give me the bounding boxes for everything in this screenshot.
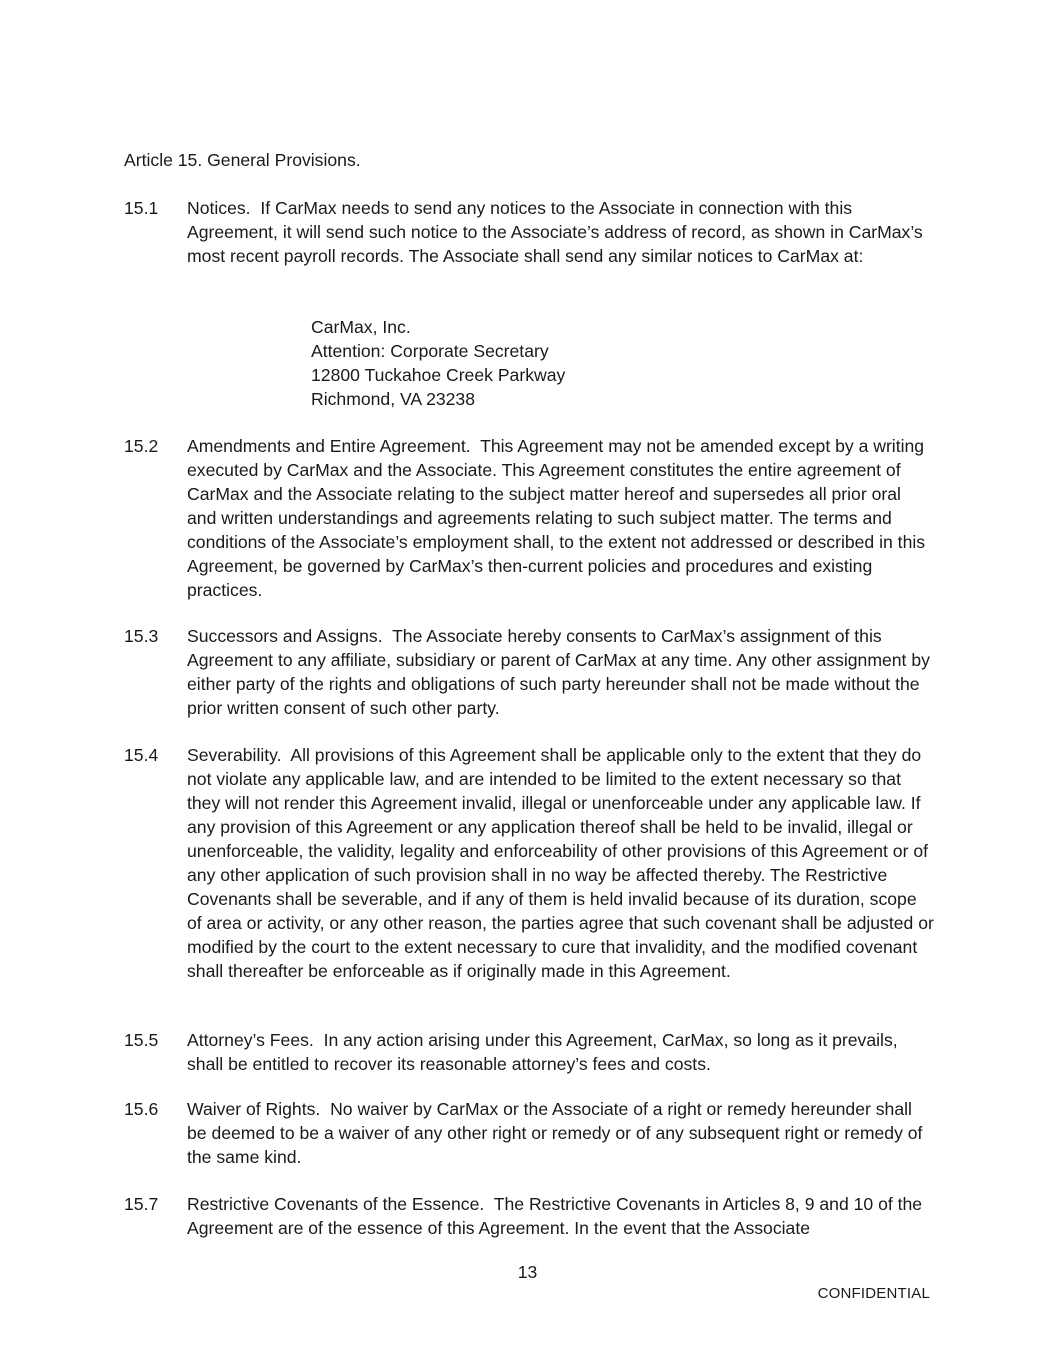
address-line: Attention: Corporate Secretary xyxy=(311,341,549,361)
section-number: 15.3 xyxy=(124,626,159,646)
section-heading: Severability. xyxy=(187,745,282,765)
section-15-1 xyxy=(124,196,934,268)
section-text: The Restrictive Covenants in Articles 8, 9 and 10 of the Agreement are of the essence of this Agreement. In the event that the Associate xyxy=(187,1194,923,1238)
section-body xyxy=(187,1028,934,1076)
section-heading: Waiver of Rights. xyxy=(187,1099,321,1119)
section-text: The Associate hereby consents to CarMax’s assignment of this Agreement to any affiliate, subsidiary or parent of CarMax at any time. Any other assignment by either party of the rights and obligations of such party hereunder shall not be made without the prior written consent of such other party. xyxy=(187,626,930,718)
section-text: This Agreement may not be amended except by a writing executed by CarMax and the Associate. This Agreement constitutes the entire agreement of CarMax and the Associate relating to the subject matter hereof and supersedes all prior oral and written understandings and agreements relating to such subject matter. The terms and conditions of the Associate’s employment shall, to the extent not addressed or described in this Agreement, be governed by CarMax’s then-current policies and procedures and existing practices. xyxy=(187,436,926,600)
section-number: 15.7 xyxy=(124,1194,159,1214)
section-15-7 xyxy=(124,1192,934,1240)
section-body xyxy=(187,1192,934,1240)
section-number: 15.2 xyxy=(124,436,159,456)
section-text: If CarMax needs to send any notices to the Associate in connection with this Agreement, it will send such notice to the Associate’s address of record, as shown in CarMax’s most recent payroll records. The Associate shall send any similar notices to CarMax at: xyxy=(187,198,923,266)
page-number: 13 xyxy=(517,1262,538,1282)
section-body xyxy=(187,743,934,983)
section-15-4 xyxy=(124,743,934,983)
section-text: All provisions of this Agreement shall be applicable only to the extent that they do not violate any applicable law, and are intended to be limited to the extent necessary so that they will not render this Agreement invalid, illegal or unenforceable under any applicable law. If any provision of this Agreement or any application thereof shall be held to be invalid, illegal or unenforceable, the validity, legality and enforceability of other provisions of this Agreement or of any other application of such provision shall in no way be affected thereby. The Restrictive Covenants shall be severable, and if any of them is held invalid because of its duration, scope of area or activity, or any other reason, the parties agree that such covenant shall be adjusted or modified by the court to the extent necessary to cure that invalidity, and the modified covenant shall thereafter be enforceable as if originally made in this Agreement. xyxy=(187,745,934,981)
section-15-6 xyxy=(124,1097,934,1169)
address-line: CarMax, Inc. xyxy=(311,317,411,337)
section-body xyxy=(187,1097,934,1169)
section-number: 15.6 xyxy=(124,1099,159,1119)
section-text: In any action arising under this Agreement, CarMax, so long as it prevails, shall be entitled to recover its reasonable attorney’s fees and costs. xyxy=(187,1030,898,1074)
address-line: 12800 Tuckahoe Creek Parkway xyxy=(311,365,566,385)
section-body xyxy=(187,624,934,720)
carmax-address xyxy=(311,315,711,411)
section-heading: Notices. xyxy=(187,198,251,218)
section-text: No waiver by CarMax or the Associate of a right or remedy hereunder shall be deemed to be a waiver of any other right or remedy or of any subsequent right or remedy of the same kind. xyxy=(187,1099,923,1167)
section-heading: Restrictive Covenants of the Essence. xyxy=(187,1194,485,1214)
section-heading: Amendments and Entire Agreement. xyxy=(187,436,471,456)
section-15-3 xyxy=(124,624,934,720)
address-line: Richmond, VA 23238 xyxy=(311,389,475,409)
section-number: 15.5 xyxy=(124,1030,159,1050)
section-number: 15.1 xyxy=(124,198,159,218)
section-heading: Successors and Assigns. xyxy=(187,626,383,646)
confidential-label: CONFIDENTIAL xyxy=(817,1285,930,1302)
section-body xyxy=(187,434,934,602)
article-title: Article 15. General Provisions. xyxy=(124,150,361,170)
section-15-5 xyxy=(124,1028,934,1076)
section-heading: Attorney’s Fees. xyxy=(187,1030,314,1050)
section-number: 15.4 xyxy=(124,745,159,765)
section-body xyxy=(187,196,934,268)
section-15-2 xyxy=(124,434,934,602)
